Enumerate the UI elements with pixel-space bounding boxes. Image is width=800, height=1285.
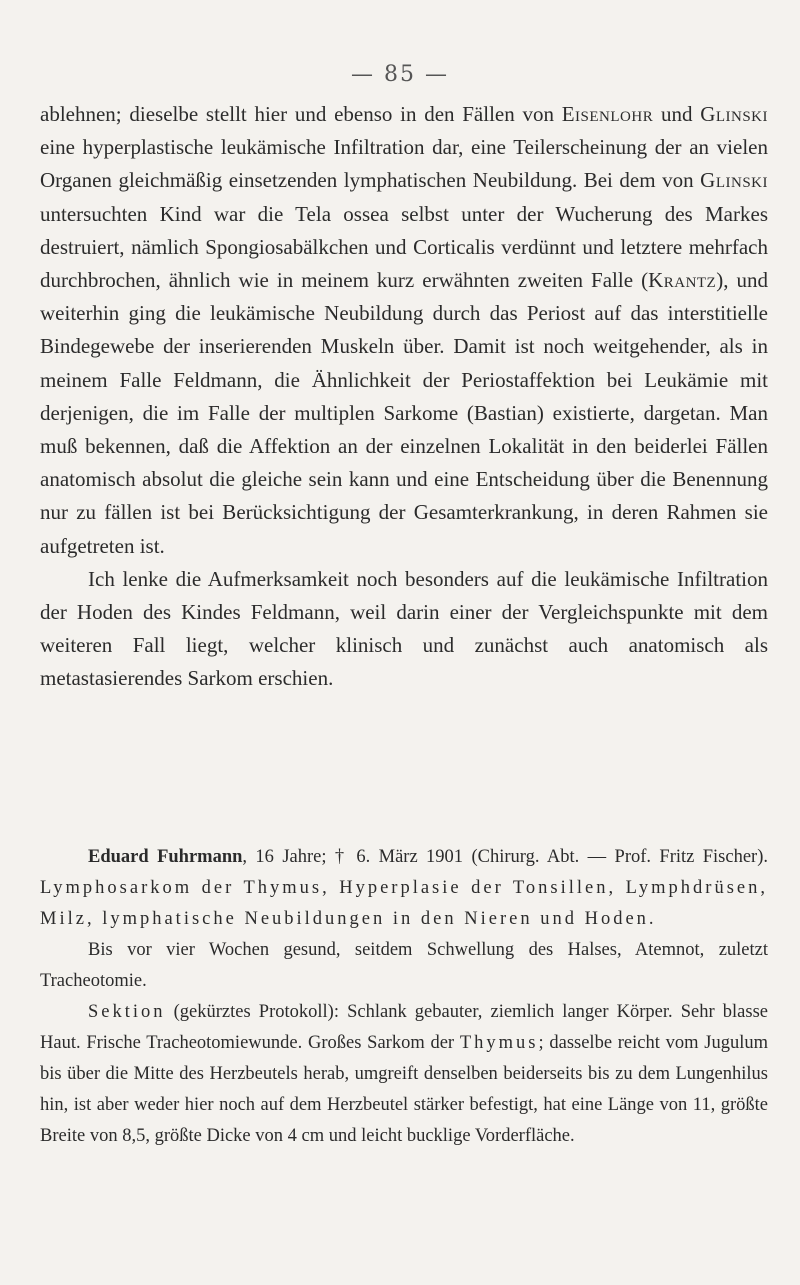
text-run: ; dasselbe reicht vom Jugulum bis über die Mitte des Herzbeutels herab, umgreift denselben beiderseits bis zu dem Lungenhilus hin, ist aber weder hier noch auf dem Herzbeutel stärker befestigt, hat eine Länge von 11, größte Breite von 8,5, größte Dicke von 4 cm und leicht bucklige Vorderfläche. bbox=[40, 1033, 769, 1146]
text-run: Bis vor vier Wochen gesund, seitdem Schwellung des Halses, Atemnot, zuletzt Tracheotomie. bbox=[40, 940, 768, 991]
case-paragraph-2 bbox=[40, 935, 768, 997]
paragraph-1 bbox=[40, 98, 768, 563]
case-paragraph-1 bbox=[40, 842, 768, 935]
text-run: ablehnen; dieselbe stellt hier und ebenso in den Fällen von bbox=[40, 102, 562, 126]
text-run: Sektion bbox=[88, 1002, 166, 1022]
text-run: und bbox=[653, 102, 701, 126]
text-run: Glinski bbox=[700, 102, 769, 126]
paragraph-2 bbox=[40, 563, 768, 696]
text-run: Krantz bbox=[648, 268, 717, 293]
case-report-block bbox=[40, 842, 768, 1152]
text-run: Ich lenke die Aufmerksamkeit noch besonders auf die leukämische Infiltration der Hoden des Kindes Feldmann, weil darin einer der Vergleichspunkte mit dem weiteren Fall liegt, welcher klinisch und zunächst auch anatomisch als metastasierendes Sarkom erschien. bbox=[40, 566, 768, 691]
page-number: — 85 — bbox=[351, 62, 449, 87]
text-run: Glinski bbox=[700, 168, 768, 193]
text-run: untersuchten Kind war die Tela ossea selbst unter der Wucherung des Markes destruiert, nämlich Spongiosabälkchen und Corticalis verdünnt und letztere mehrfach durchbrochen, ähnlich wie in meinem kurz erwähnten zweiten Falle ( bbox=[40, 201, 768, 293]
text-run: Eisenlohr bbox=[561, 102, 654, 126]
main-text-block bbox=[40, 98, 768, 696]
case-paragraph-3 bbox=[40, 997, 768, 1152]
text-run: ), und weiterhin ging die leukämische Neubildung durch das Periost auf das interstitielle Bindegewebe der inserierenden Muskeln über. Damit ist noch weitgehender, als in meinem Falle Feldmann, die Ähnlichkeit der Periostaffektion bei Leukämie mit derjenigen, die im Falle der multiplen Sarkome (Bastian) existierte, dargetan. Man muß bekennen, daß die Affektion an der einzelnen Lokalität in den beiderlei Fällen anatomisch absolut die gleiche sein kann und eine Entscheidung über die Benennung nur zu fällen ist bei Berücksichtigung der Gesamterkrankung, in deren Rahmen sie aufgetreten ist. bbox=[40, 268, 768, 558]
text-run: (gekürztes Protokoll): Schlank gebauter, ziemlich langer Körper. Sehr blasse Haut. Frische Tracheotomiewunde. Großes Sarkom der bbox=[40, 1002, 768, 1053]
text-run: Thymus bbox=[459, 1033, 539, 1053]
text-run: Lymphosarkom der Thymus, Hyperplasie der Tonsillen, Lymphdrüsen, Milz, lymphatische Neubildungen in den Nieren und Hoden. bbox=[40, 878, 768, 929]
text-run: Eduard Fuhrmann bbox=[88, 847, 243, 867]
text-run: , 16 Jahre; † 6. März 1901 (Chirurg. Abt. — Prof. Fritz Fischer). bbox=[242, 847, 769, 867]
text-run: eine hyperplastische leukämische Infiltration dar, eine Teilerscheinung der an vielen Organen gleichmäßig einsetzenden lymphatischen Neubildung. Bei dem von bbox=[40, 135, 768, 193]
